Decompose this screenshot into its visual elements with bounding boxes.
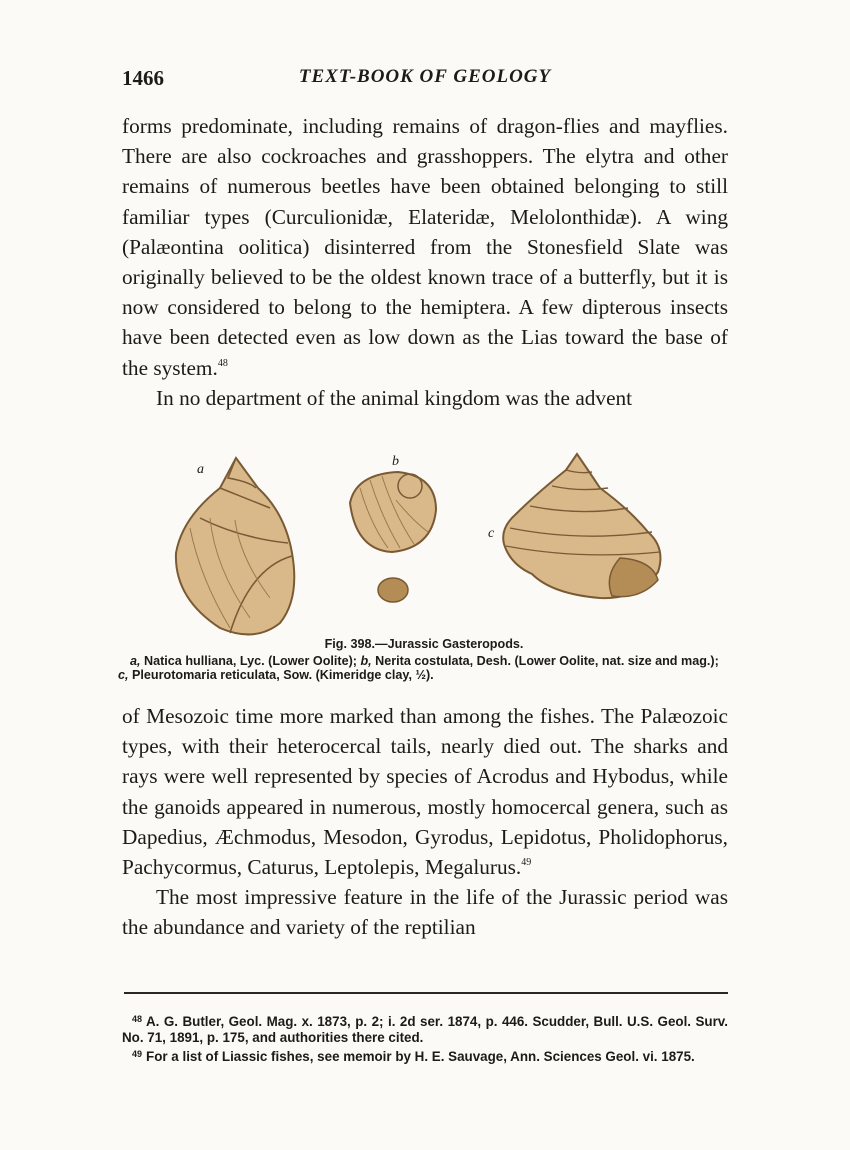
running-title: TEXT-BOOK OF GEOLOGY xyxy=(298,66,552,87)
paragraph-fishes-text: of Mesozoic time more marked than among the fishes. The Palæozoic types, with their heterocercal tails, nearly died out. The sharks and rays were well represented by species of Acrodus and Hybodus, while the ganoids appeared in numerous, mostly homocercal genera, such as Dapedius, Æchmodus, Mesodon, Gyrodus, Lepidotus, Pholidophorus, Pachycormus, Caturus, Leptolepis, Megalurus. xyxy=(122,704,728,880)
figure-gasteropods xyxy=(160,448,720,648)
figure-label-a: a xyxy=(197,462,204,477)
footnote-48-number: 48 xyxy=(132,1014,143,1024)
footnote-49-number: 49 xyxy=(132,1049,143,1059)
page-number: 1466 xyxy=(122,66,164,90)
caption-text-c: Pleurotomaria reticulata, Sow. (Kimeridge clay, ½). xyxy=(128,668,434,682)
caption-letter-a: a, xyxy=(130,654,141,668)
gasteropod-illustrations xyxy=(160,448,720,648)
shell-natica xyxy=(176,458,294,634)
footnote-49-text: For a list of Liassic fishes, see memoir by H. E. Sauvage, Ann. Sciences Geol. vi. 1875. xyxy=(146,1049,695,1064)
shell-nerita xyxy=(350,472,436,602)
footnote-divider xyxy=(124,992,728,994)
upper-text-block xyxy=(122,111,728,413)
paragraph-insects xyxy=(122,111,728,383)
paragraph-fishes-continued xyxy=(122,701,728,882)
page-header xyxy=(122,66,728,92)
footnotes xyxy=(122,1011,728,1065)
paragraph-insects-text: forms predominate, including remains of dragon-flies and mayflies. There are also cockroaches and grasshoppers. The elytra and other remains of numerous beetles have been obtained belonging to still familiar types (Curculionidæ, Elateridæ, Melolonthidæ). A wing (Palæontina oolitica) disinterred from the Stonesfield Slate was originally believed to be the oldest known trace of a butterfly, but it is now considered to belong to the hemiptera. A few dipterous insects have been detected even as low down as the Lias toward the base of the system. xyxy=(122,114,728,380)
caption-letter-b: b, xyxy=(360,654,372,668)
footnote-ref-48: 48 xyxy=(217,357,228,369)
footnote-48 xyxy=(122,1011,728,1046)
footnote-ref-49: 49 xyxy=(521,857,532,869)
paragraph-reptiles: The most impressive feature in the life of the Jurassic period was the abundance and variety of the reptilian xyxy=(122,885,728,940)
paragraph-fishes-start: In no department of the animal kingdom was the advent xyxy=(156,385,633,410)
figure-label-c: c xyxy=(488,526,495,541)
caption-text-a: Natica hulliana, Lyc. (Lower Oolite); xyxy=(140,654,361,668)
figure-label-b: b xyxy=(392,454,399,469)
footnote-49 xyxy=(122,1046,728,1065)
figure-caption xyxy=(118,637,730,682)
caption-letter-c: c, xyxy=(118,668,129,682)
shell-pleurotomaria xyxy=(503,454,660,598)
caption-title: Fig. 398.—Jurassic Gasteropods. xyxy=(324,637,524,651)
lower-text-block xyxy=(122,701,728,943)
caption-body xyxy=(118,654,730,682)
caption-text-b: Nerita costulata, Desh. (Lower Oolite, nat. size and mag.); xyxy=(371,654,719,668)
footnote-48-text: A. G. Butler, Geol. Mag. x. 1873, p. 2; i. 2d ser. 1874, p. 446. Scudder, Bull. U.S. Geol. Surv. No. 71, 1891, p. 175, and authorities there cited. xyxy=(122,1014,728,1045)
